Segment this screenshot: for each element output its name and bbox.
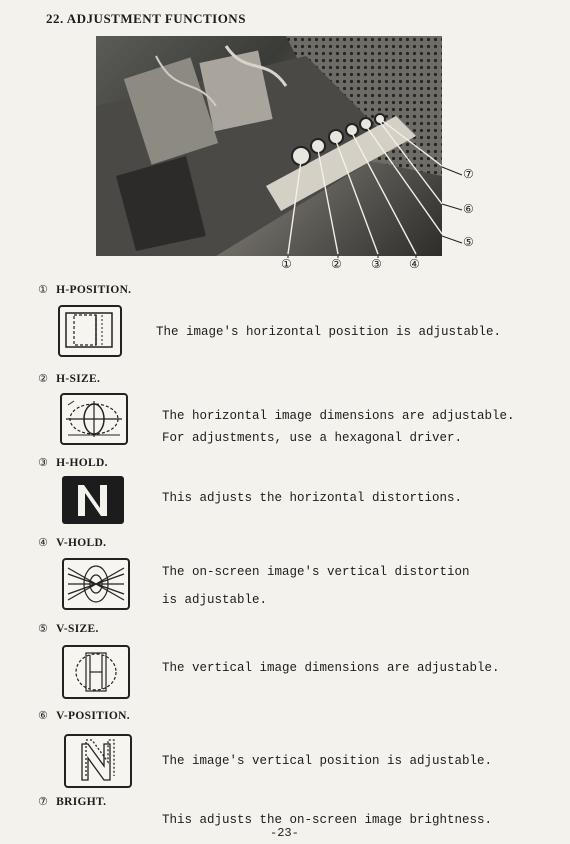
- page-title: 22. ADJUSTMENT FUNCTIONS: [46, 11, 246, 26]
- v-position-icon: [64, 734, 132, 788]
- description-h-hold: This adjusts the horizontal distortions.: [162, 491, 463, 505]
- section-number: ⑤: [38, 622, 49, 635]
- section-title: BRIGHT.: [56, 796, 107, 808]
- callout-3: ③: [371, 257, 382, 271]
- h-size-icon: [60, 393, 128, 445]
- description-v-size: The vertical image dimensions are adjustable.: [162, 661, 500, 675]
- description-v-hold-2: is adjustable.: [162, 593, 268, 607]
- description-bright: This adjusts the on-screen image brightness.: [162, 813, 493, 827]
- description-h-size-1: The horizontal image dimensions are adjustable.: [162, 409, 515, 423]
- description-h-size-2: For adjustments, use a hexagonal driver.: [162, 431, 463, 445]
- section-label-v-hold: [38, 536, 106, 549]
- callout-1: ①: [281, 257, 292, 271]
- section-label-h-hold: [38, 456, 108, 469]
- description-v-position: The image's vertical position is adjustable.: [162, 754, 493, 768]
- h-position-icon: [58, 305, 122, 357]
- section-label-v-size: [38, 622, 99, 635]
- callout-7: ⑦: [463, 167, 474, 181]
- section-label-bright: [38, 795, 106, 808]
- section-title: H-POSITION.: [56, 284, 132, 296]
- section-number: ⑥: [38, 709, 49, 722]
- page-number: -23-: [270, 826, 299, 840]
- section-title: V-HOLD.: [56, 537, 107, 549]
- callout-2: ②: [331, 257, 342, 271]
- h-hold-icon: [62, 476, 124, 524]
- section-number: ②: [38, 372, 49, 385]
- callout-4: ④: [409, 257, 420, 271]
- v-hold-icon: [62, 558, 130, 610]
- section-label-h-position: [38, 283, 131, 296]
- callout-5: ⑤: [463, 235, 474, 249]
- section-title: V-SIZE.: [56, 623, 99, 635]
- section-label-h-size: [38, 372, 100, 385]
- section-number: ①: [38, 283, 49, 296]
- section-number: ④: [38, 536, 49, 549]
- section-title: V-POSITION.: [56, 710, 130, 722]
- section-number: ⑦: [38, 795, 49, 808]
- description-h-position: The image's horizontal position is adjustable.: [156, 325, 502, 339]
- section-number: ③: [38, 456, 49, 469]
- section-label-v-position: [38, 709, 130, 722]
- callout-leaders: [0, 0, 570, 280]
- callout-6: ⑥: [463, 202, 474, 216]
- section-title: H-HOLD.: [56, 457, 108, 469]
- description-v-hold-1: The on-screen image's vertical distortion: [162, 565, 470, 579]
- section-title: H-SIZE.: [56, 373, 101, 385]
- v-size-icon: [62, 645, 130, 699]
